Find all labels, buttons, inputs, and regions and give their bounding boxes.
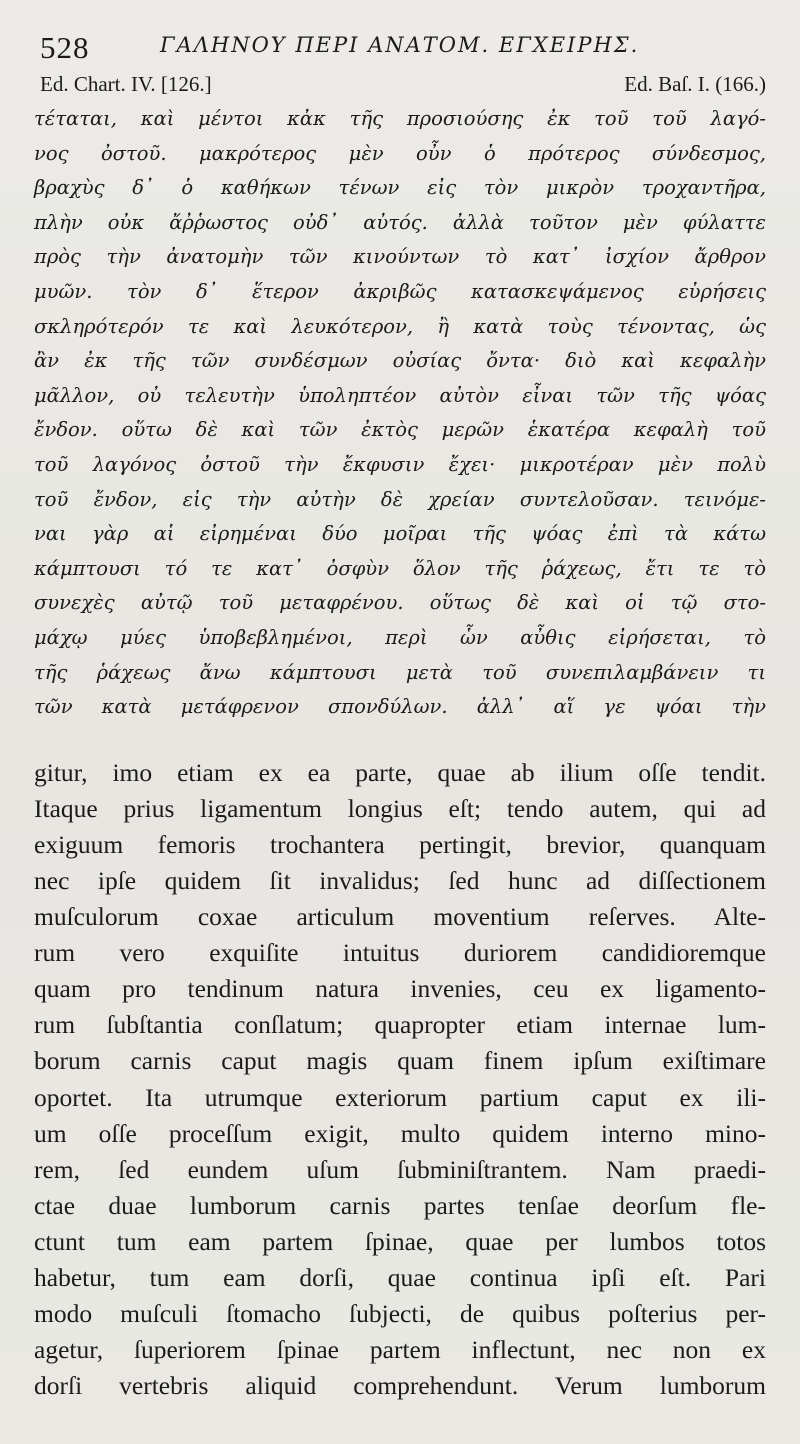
greek-text-line: πρὸς τὴν ἀνατομὴν τῶν κινούντων τὸ κατ᾽ ἰσχίον ἄρθρον (34, 245, 766, 269)
greek-text-line: τῶν κατὰ μετάφρενον σπονδύλων. ἀλλ᾽ αἵ γε ψόαι τὴν (34, 695, 766, 719)
greek-text-line: πλὴν οὐκ ἄῤῥωστος οὐδ᾽ αὐτός. ἀλλὰ τοῦτον μὲν φύλαττε (34, 210, 766, 234)
greek-text-line: συνεχὲς αὐτῷ τοῦ μεταφρένου. οὕτως δὲ καὶ οἱ τῷ στο- (34, 591, 766, 615)
latin-text-block (34, 755, 766, 1405)
greek-text-line: τέταται, καὶ μέντοι κἀκ τῆς προσιούσης ἐκ τοῦ τοῦ λαγό- (34, 107, 766, 130)
latin-text-line: exiguum femoris trochantera pertingit, brevior, quanquam (34, 829, 766, 859)
greek-text-line: ἂν ἐκ τῆς τῶν συνδέσμων οὐσίας ὄντα· διὸ καὶ κεφαλὴν (34, 349, 766, 373)
latin-text-line: dorſi vertebris aliquid comprehendunt. Verum lumborum (34, 1371, 766, 1401)
greek-text-line: μυῶν. τὸν δ᾽ ἕτερον ἀκριβῶς κατασκεψάμενος εὑρήσεις (34, 279, 766, 303)
running-title: ΓΑΛΗΝΟΥ ΠΕΡΙ ΑΝΑΤΟΜ. ΕΓΧΕΙΡΗΣ. (160, 33, 640, 57)
greek-text-line: ἔνδον. οὕτω δὲ καὶ τῶν ἐκτὸς μερῶν ἑκατέρα κεφαλὴ τοῦ (34, 418, 766, 442)
page-number: 528 (40, 30, 90, 65)
latin-text-line: habetur, tum eam dorſi, quae continua ipſi eſt. Pari (34, 1263, 766, 1292)
greek-text-line: μᾶλλον, οὐ τελευτὴν ὑποληπτέον αὐτὸν εἶναι τῶν τῆς ψόας (34, 383, 766, 407)
greek-text-line: ναι γὰρ αἱ εἰρημέναι δύο μοῖραι τῆς ψόας ἐπὶ τὰ κάτω (34, 522, 766, 546)
latin-text-line: ctunt tum eam partem ſpinae, quae per lumbos totos (34, 1226, 766, 1256)
latin-text-line: um oſſe proceſſum exigit, multo quidem interno mino- (34, 1118, 766, 1148)
greek-text-line: νος ὀστοῦ. μακρότερος μὲν οὖν ὁ πρότερος σύνδεσμος, (34, 141, 766, 165)
latin-text-line: oportet. Ita utrumque exteriorum partium caput ex ili- (34, 1082, 766, 1112)
latin-text-line: muſculorum coxae articulum moventium reſerves. Alte- (34, 902, 766, 932)
edition-references (34, 72, 766, 102)
greek-text-line: κάμπτουσι τό τε κατ᾽ ὀσφὺν ὅλον τῆς ῥάχεως, ἔτι τε τὸ (34, 556, 766, 580)
edition-basel-reference: Ed. Baſ. I. (166.) (624, 72, 766, 96)
latin-text-line: agetur, ſuperiorem ſpinae partem inflectunt, nec non ex (34, 1335, 766, 1365)
running-head (34, 24, 766, 72)
greek-text-line: σκληρότερόν τε καὶ λευκότερον, ἢ κατὰ τοὺς τένοντας, ὡς (34, 314, 766, 338)
greek-text-line: τοῦ ἔνδον, εἰς τὴν αὐτὴν δὲ χρείαν συντελοῦσαν. τεινόμε- (34, 487, 766, 511)
latin-text-line: modo muſculi ſtomacho ſubjecti, de quibus poſterius per- (34, 1299, 766, 1329)
edition-chartier-reference: Ed. Chart. IV. [126.] (40, 72, 212, 96)
latin-text-line: rum vero exquiſite intuitus duriorem candidioremque (34, 938, 766, 968)
latin-text-line: rem, ſed eundem uſum ſubminiſtrantem. Nam praedi- (34, 1154, 766, 1184)
latin-text-line: rum ſubſtantia conſlatum; quapropter etiam internae lum- (34, 1010, 766, 1040)
greek-text-line: τῆς ῥάχεως ἄνω κάμπτουσι μετὰ τοῦ συνεπιλαμβάνειν τι (34, 660, 766, 684)
greek-text-line: βραχὺς δ᾽ ὁ καθήκων τένων εἰς τὸν μικρὸν τροχαντῆρα, (34, 176, 766, 200)
greek-text-line: τοῦ λαγόνος ὀστοῦ τὴν ἔκφυσιν ἔχει· μικροτέραν μὲν πολὺ (34, 452, 766, 476)
greek-text-block (34, 102, 766, 725)
latin-text-line: borum carnis caput magis quam finem ipſum exiſtimare (34, 1046, 766, 1076)
latin-text-line: gitur, imo etiam ex ea parte, quae ab ilium oſſe tendit. (34, 757, 766, 787)
latin-text-line: quam pro tendinum natura invenies, ceu ex ligamento- (34, 974, 766, 1004)
greek-text-line: μάχῳ μύες ὑποβεβλημένοι, περὶ ὧν αὖθις εἰρήσεται, τὸ (34, 625, 766, 649)
latin-text-line: ctae duae lumborum carnis partes tenſae deorſum fle- (34, 1190, 766, 1220)
latin-text-line: nec ipſe quidem ſit invalidus; ſed hunc ad diſſectionem (34, 865, 766, 895)
latin-text-line: Itaque prius ligamentum longius eſt; tendo autem, qui ad (34, 793, 766, 823)
